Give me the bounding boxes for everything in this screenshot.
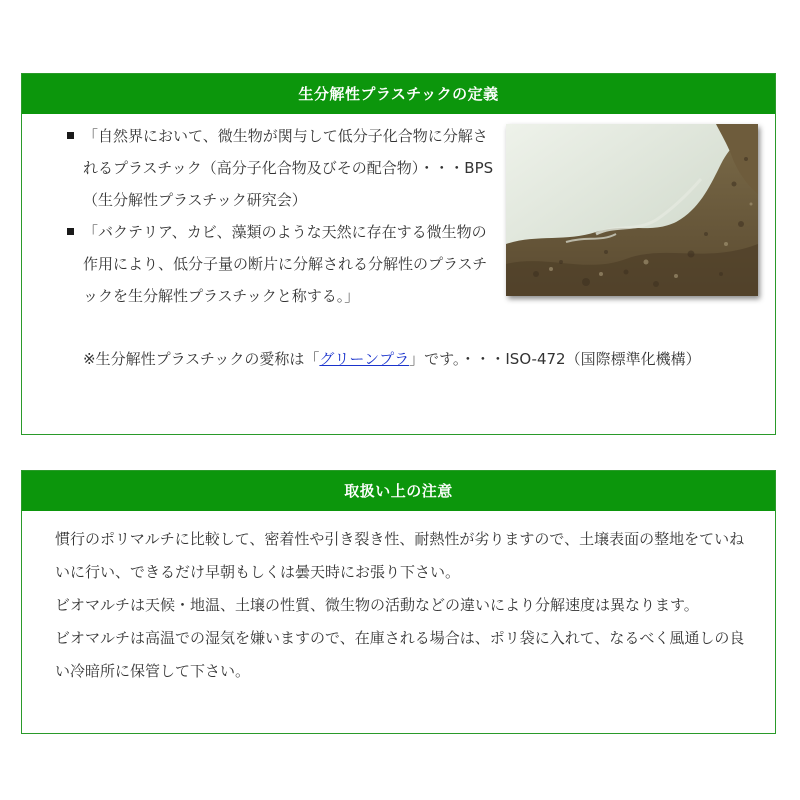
note-suffix: 」です。・・・ISO-472（国際標準化機構） — [409, 350, 701, 368]
definition-heading: 生分解性プラスチックの定義 — [22, 74, 775, 114]
handling-paragraph: ビオマルチは高温での湿気を嫌いますので、在庫される場合は、ポリ袋に入れて、なるべく風通しの良い冷暗所に保管して下さい。 — [55, 629, 745, 680]
definition-item-bps — [67, 120, 497, 216]
handling-heading: 取扱い上の注意 — [22, 471, 775, 511]
definition-panel — [21, 73, 776, 435]
greenpla-link[interactable]: グリーンプラ — [319, 350, 410, 368]
definition-item-natural — [67, 216, 497, 312]
definition-item-text: 「バクテリア、カビ、藻類のような天然に存在する微生物の作用により、低分子量の断片に分解される分解性のプラスチックを生分解性プラスチックと称する。」 — [83, 223, 488, 305]
square-bullet-icon — [67, 228, 74, 235]
nickname-note — [83, 343, 773, 375]
handling-body — [55, 523, 755, 688]
handling-paragraph: 慣行のポリマルチに比較して、密着性や引き裂き性、耐熱性が劣りますので、土壌表面の整地をていねいに行い、できるだけ早朝もしくは曇天時にお張り下さい。 — [55, 530, 745, 581]
handling-panel — [21, 470, 776, 734]
definition-item-text: 「自然界において、微生物が関与して低分子化合物に分解されるプラスチック（高分子化合物及びその配合物）・・・BPS（生分解性プラスチック研究会） — [83, 127, 494, 209]
square-bullet-icon — [67, 132, 74, 139]
degrading-plastic-photo — [506, 124, 758, 296]
soil-plastic-illustration — [506, 124, 758, 296]
note-prefix: ※生分解性プラスチックの愛称は「 — [83, 350, 320, 368]
handling-paragraph: ビオマルチは天候・地温、土壌の性質、微生物の活動などの違いにより分解速度は異なります。 — [55, 596, 699, 614]
definition-list — [67, 120, 497, 312]
